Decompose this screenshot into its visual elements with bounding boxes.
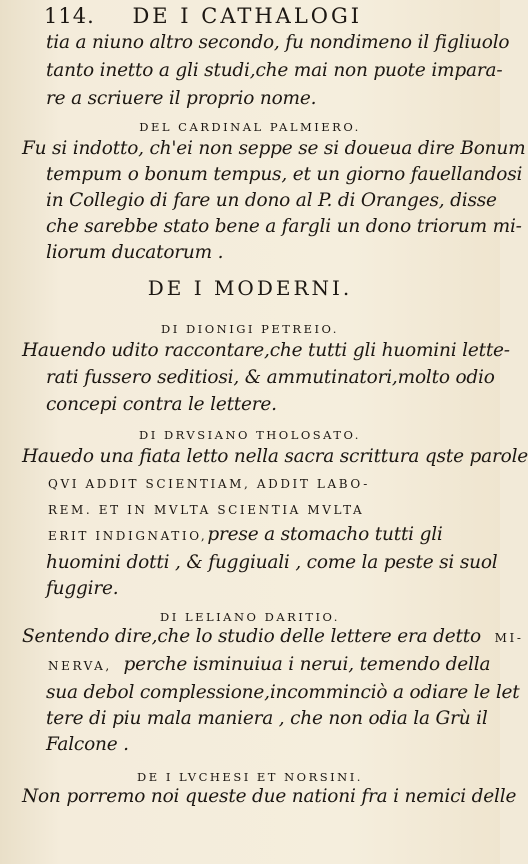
text-line: sua debol complessione,incomminciò a odiare le let <box>46 682 520 703</box>
text-line: in Collegio di fare un dono al P. di Oranges, disse <box>46 190 497 211</box>
text-line-caps: QVI ADDIT SCIENTIAM, ADDIT LABO- <box>48 477 370 491</box>
text-line: Hauedo una fiata letto nella sacra scrittura qste parole <box>22 446 528 467</box>
text-line: che sarebbe stato bene a fargli un dono triorum mi- <box>46 216 522 237</box>
text-line: rati fussero seditiosi, & ammutinatori,molto odio <box>46 367 495 388</box>
text-line: tere di piu mala maniera , che non odia la Grù il <box>46 708 488 729</box>
text-line: tempum o bonum tempus, et un giorno fauellandosi <box>46 164 523 185</box>
text-line: Hauendo udito raccontare,che tutti gli huomini lette- <box>22 340 510 361</box>
caps-phrase: MI- <box>494 631 524 645</box>
text-line: Fu si indotto, ch'ei non seppe se si doueua dire Bonum <box>22 138 526 159</box>
text-line: concepi contra le lettere. <box>46 394 277 415</box>
text-line: re a scriuere il proprio nome. <box>46 88 317 109</box>
subheading: DI DRVSIANO THOLOSATO. <box>139 428 361 442</box>
text-line <box>22 626 523 647</box>
text-line: tanto inetto a gli studi,che mai non puote impara- <box>46 60 503 81</box>
text-line-caps: REM. ET IN MVLTA SCIENTIA MVLTA <box>48 503 365 517</box>
text-line <box>48 654 490 675</box>
text-span: Sentendo dire,che lo studio delle lettere era detto <box>22 626 481 647</box>
text-line: huomini dotti , & fuggiuali , come la peste si suol <box>46 552 498 573</box>
subheading: DI LELIANO DARITIO. <box>160 610 340 624</box>
text-line: Non porremo noi queste due nationi fra i nemici delle <box>22 786 517 807</box>
subheading: DI DIONIGI PETREIO. <box>161 322 339 336</box>
text-line <box>48 524 443 545</box>
text-line: tia a niuno altro secondo, fu nondimeno il figliuolo <box>46 32 510 53</box>
section-title: DE I MODERNI. <box>147 276 353 300</box>
text-span: prese a stomacho tutti gli <box>207 524 443 545</box>
subheading: DE I LVCHESI ET NORSINI. <box>137 770 363 784</box>
text-line: fuggire. <box>46 578 119 599</box>
running-header <box>44 4 362 28</box>
text-line: Falcone . <box>46 734 129 755</box>
text-span: perche isminuiua i nerui, temendo della <box>123 654 491 675</box>
caps-phrase: NERVA, <box>48 659 112 673</box>
text-line: liorum ducatorum . <box>46 242 224 263</box>
running-title: DE I CATHALOGI <box>132 4 363 28</box>
page-number: 114. <box>44 4 95 28</box>
subheading: DEL CARDINAL PALMIERO. <box>139 120 361 134</box>
caps-phrase: ERIT INDIGNATIO, <box>48 529 208 543</box>
